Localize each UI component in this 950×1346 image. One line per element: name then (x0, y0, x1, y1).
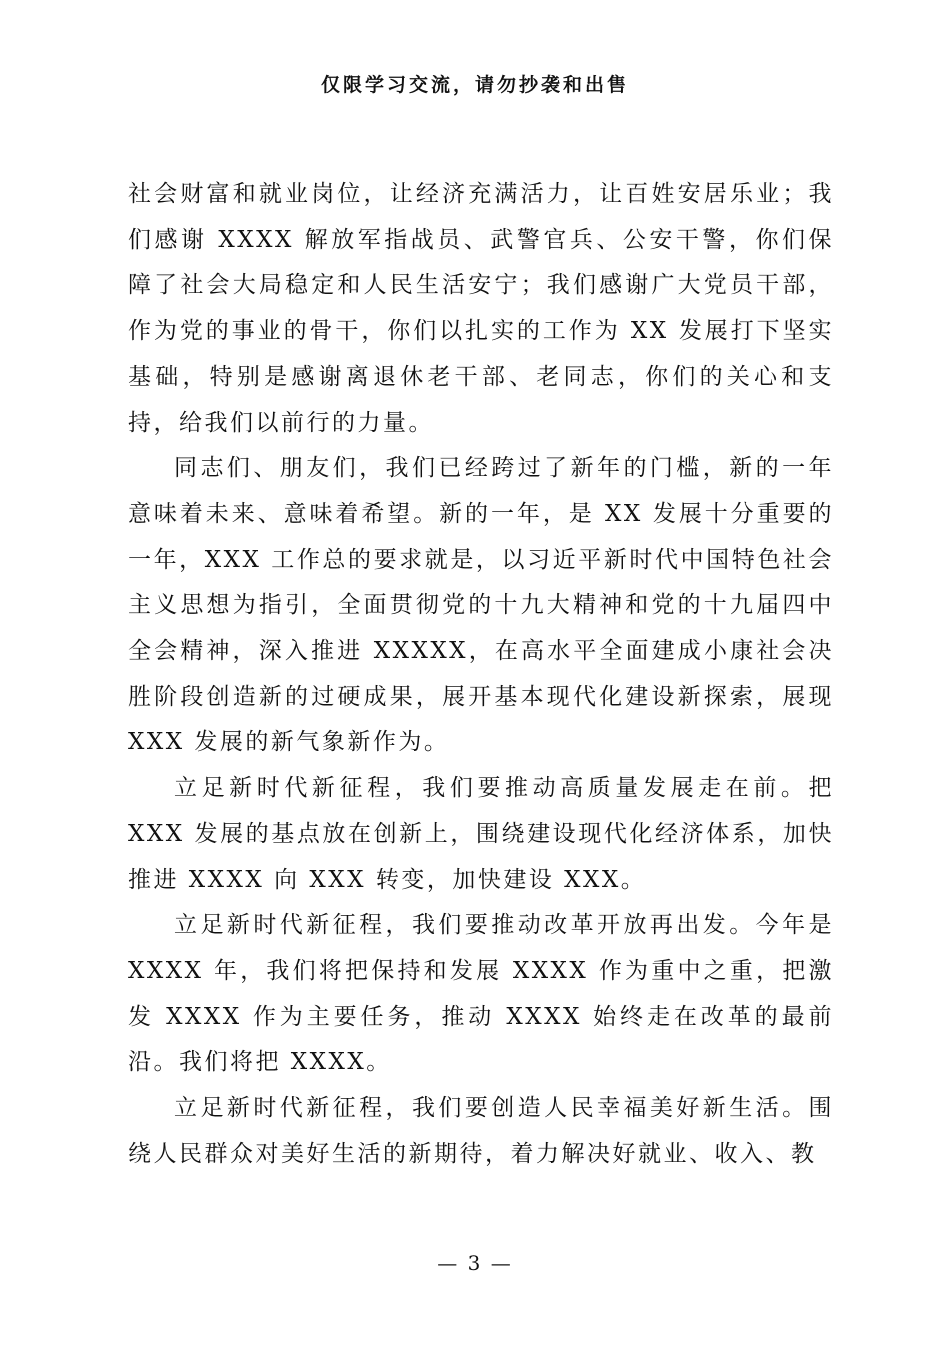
paragraph-3: 立足新时代新征程，我们要推动高质量发展走在前。把 XXX 发展的基点放在创新上，围绕建设现代化经济体系，加快推进 XXXX 向 XXX 转变，加快建设 XXX。 (128, 775, 834, 893)
paragraph-2: 同志们、朋友们，我们已经跨过了新年的门槛，新的一年意味着未来、意味着希望。新的一年，是 XX 发展十分重要的一年，XXX 工作总的要求就是，以习近平新时代中国特色社会主义思想为指引，全面贯彻党的十九大精神和党的十九届四中全会精神，深入推进 XXXXX，在高水平全面建成小康社会决胜阶段创造新的过硬成果，展开基本现代化建设新探索，展现 XXX 发展的新气象新作为。 (128, 455, 834, 756)
paragraph-5: 立足新时代新征程，我们要创造人民幸福美好新生活。围绕人民群众对美好生活的新期待，着力解决好就业、收入、教 (128, 1095, 834, 1167)
paragraph-4: 立足新时代新征程，我们要推动改革开放再出发。今年是 XXXX 年，我们将把保持和发展 XXXX 作为重中之重，把激发 XXXX 作为主要任务，推动 XXXX 始终走在改革的最前沿。我们将把 XXXX。 (128, 912, 834, 1076)
page-number: — 3 — (437, 1251, 513, 1275)
paragraph-1: 社会财富和就业岗位，让经济充满活力，让百姓安居乐业；我们感谢 XXXX 解放军指战员、武警官兵、公安干警，你们保障了社会大局稳定和人民生活安宁；我们感谢广大党员干部，作为党的事业的骨干，你们以扎实的工作为 XX 发展打下坚实基础，特别是感谢离退休老干部、老同志，你们的关心和支持，给我们以前行的力量。 (128, 181, 834, 436)
page-header: 仅限学习交流，请勿抄袭和出售 (320, 74, 629, 96)
document-body (128, 172, 834, 1177)
